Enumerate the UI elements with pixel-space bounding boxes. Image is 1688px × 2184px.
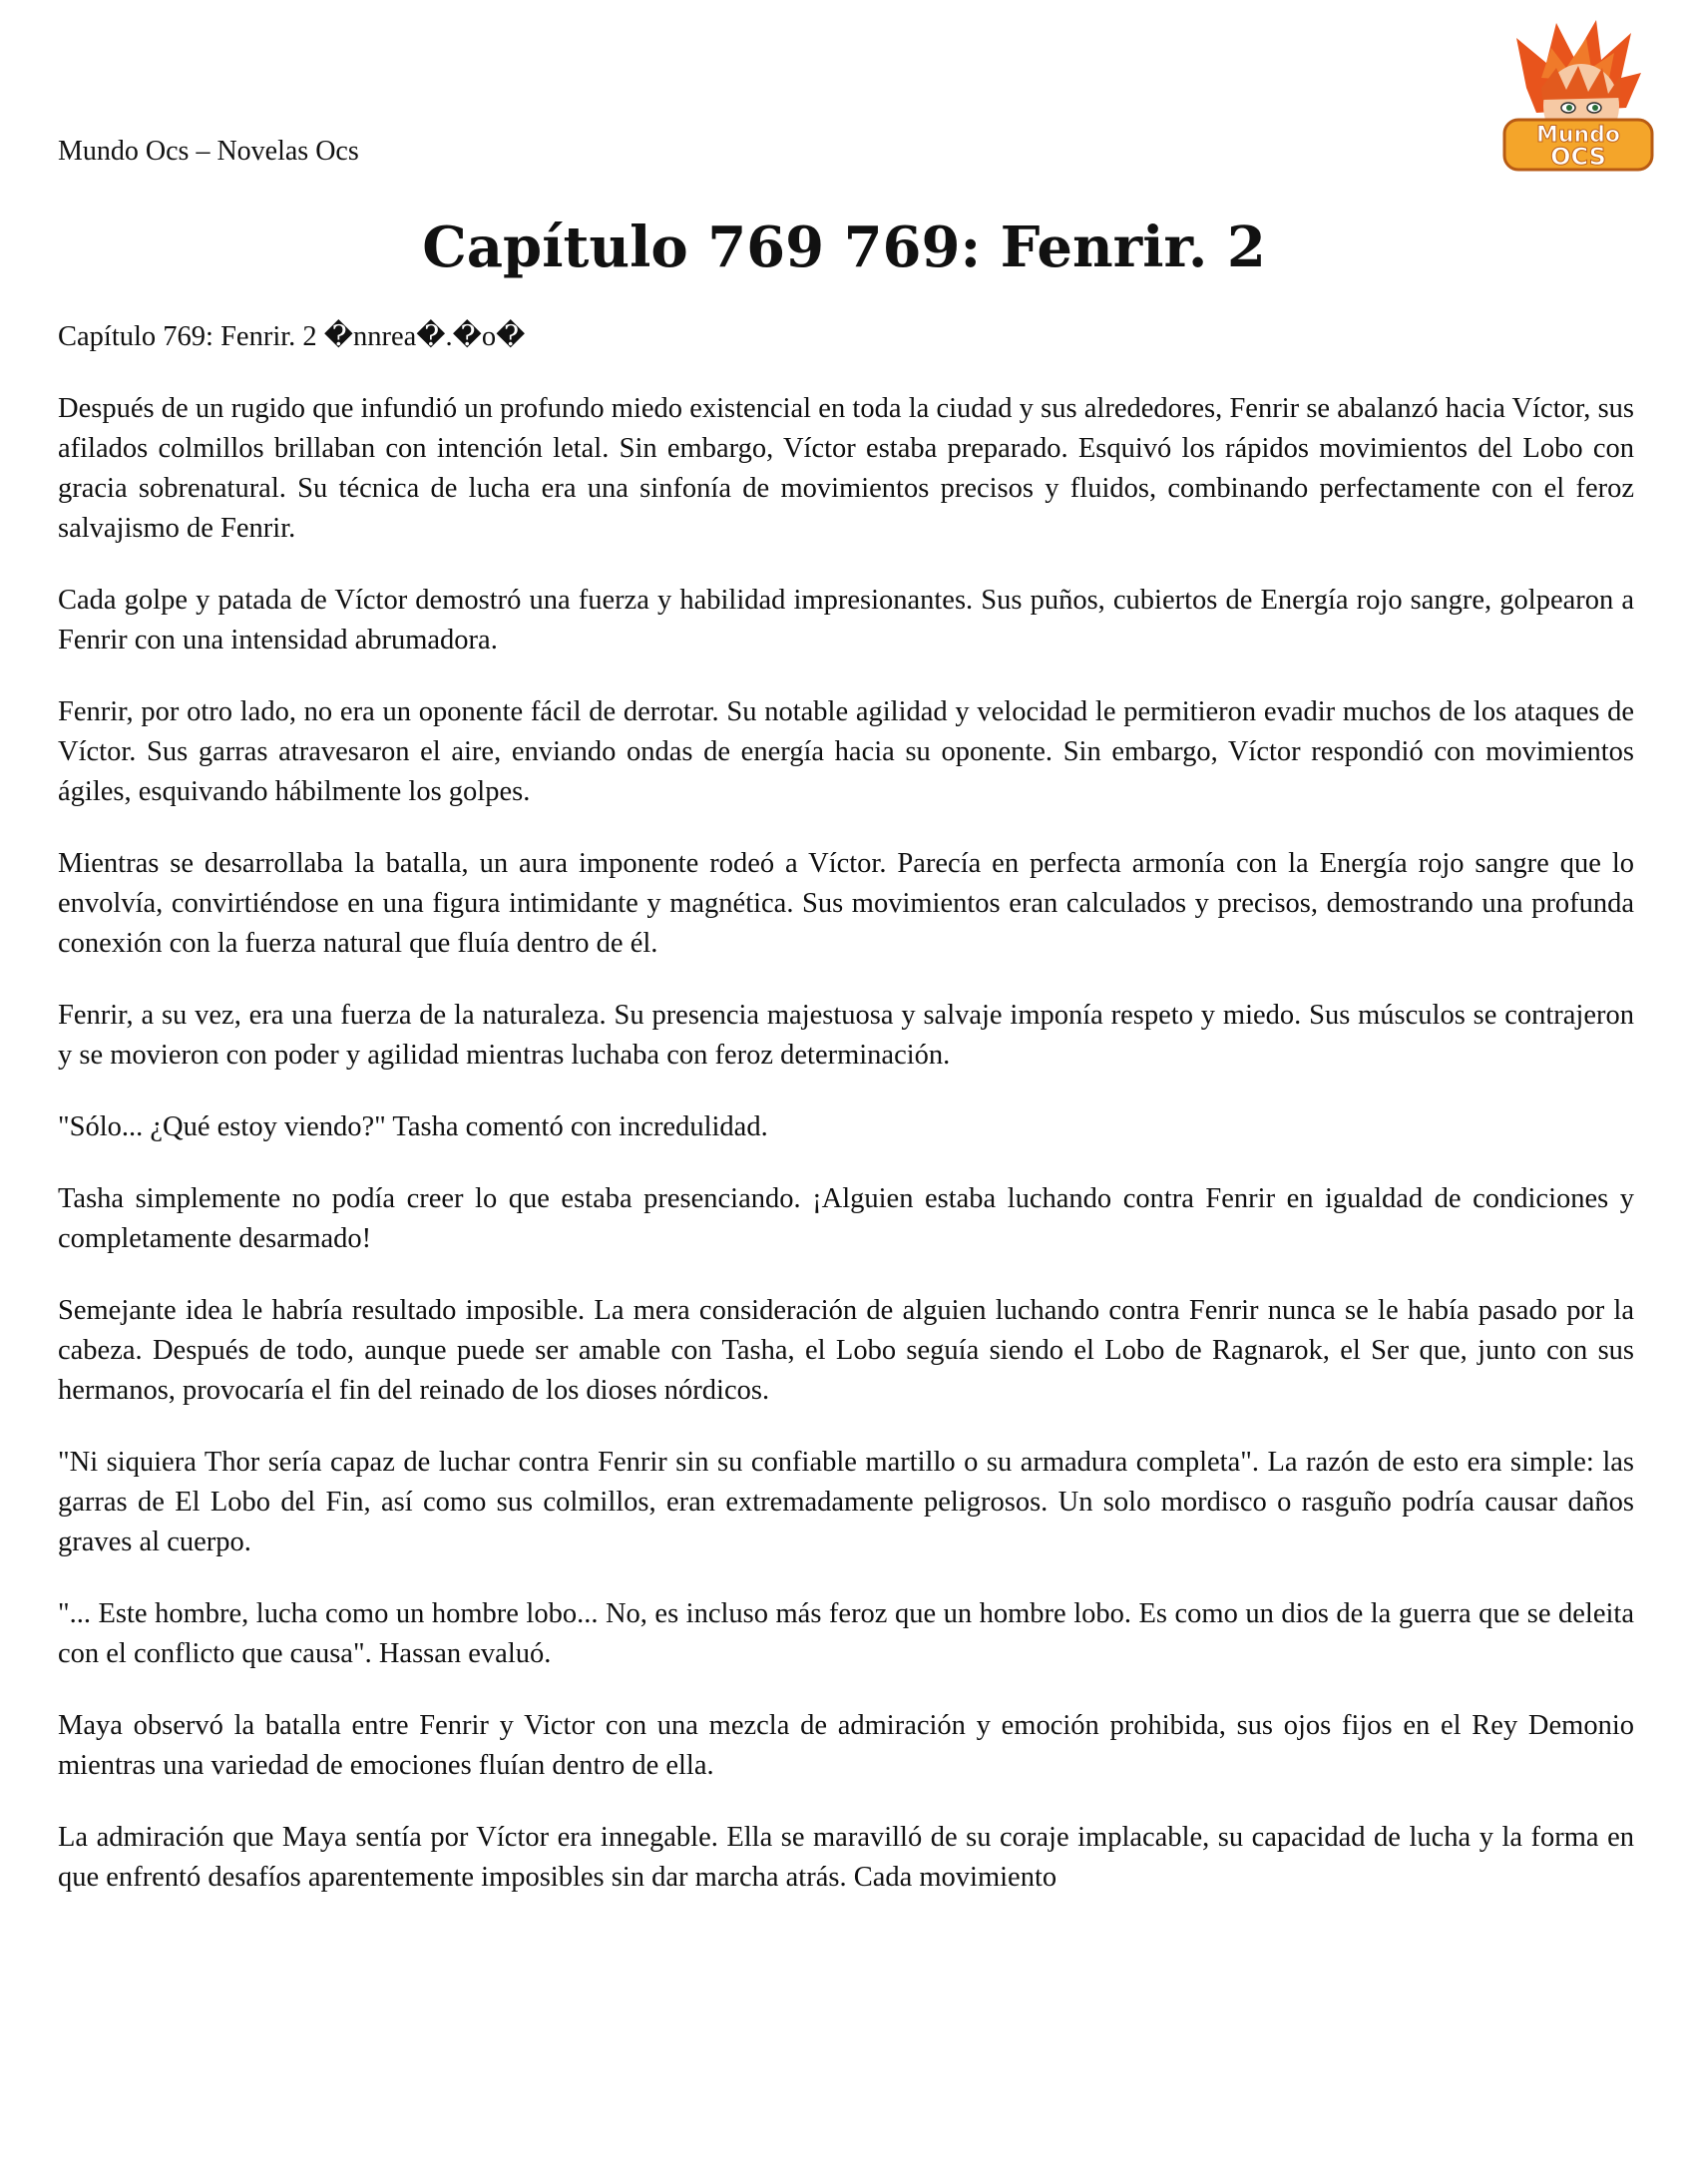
svg-text:Mundo: Mundo <box>1535 123 1621 148</box>
paragraph-9: "Ni siquiera Thor sería capaz de luchar contra Fenrir sin su confiable martillo o su armadura completa". La razón de esto era simple: las garras de El Lobo del Fin, así como sus colmillos, eran extremadamente peligrosos. Un solo mordisco o rasguño podría causar daños graves al cuerpo. <box>58 1447 1634 1557</box>
paragraph-5: Fenrir, a su vez, era una fuerza de la naturaleza. Su presencia majestuosa y salvaje imponía respeto y miedo. Sus músculos se contrajeron y se movieron con poder y agilidad mientras luchaba con feroz determinación. <box>58 1000 1634 1071</box>
paragraph-3: Fenrir, por otro lado, no era un oponente fácil de derrotar. Su notable agilidad y velocidad le permitieron evadir muchos de los ataques de Víctor. Sus garras atravesaron el aire, enviando ondas de energía hacia su oponente. Sin embargo, Víctor respondió con movimientos ágiles, esquivando hábilmente los golpes. <box>58 696 1634 807</box>
site-header: Mundo Ocs – Novelas Ocs <box>58 136 359 167</box>
paragraph-12: La admiración que Maya sentía por Víctor era innegable. Ella se maravilló de su coraje implacable, su capacidad de lucha y la forma en que enfrentó desafíos aparentemente imposibles sin dar marcha atrás. Cada movimiento <box>58 1822 1634 1893</box>
paragraph-2: Cada golpe y patada de Víctor demostró una fuerza y habilidad impresionantes. Sus puños, cubiertos de Energía rojo sangre, golpearon a Fenrir con una intensidad abrumadora. <box>58 585 1634 655</box>
paragraph-8: Semejante idea le habría resultado imposible. La mera consideración de alguien luchando contra Fenrir nunca se le había pasado por la cabeza. Después de todo, aunque puede ser amable con Tasha, el Lobo seguía siendo el Lobo de Ragnarok, el Ser que, junto con sus hermanos, provocaría el fin del reinado de los dioses nórdicos. <box>58 1295 1634 1406</box>
paragraph-10: "... Este hombre, lucha como un hombre lobo... No, es incluso más feroz que un hombre lobo. Es como un dios de la guerra que se deleita con el conflicto que causa". Hassan evaluó. <box>58 1598 1634 1669</box>
paragraph-4: Mientras se desarrollaba la batalla, un aura imponente rodeó a Víctor. Parecía en perfecta armonía con la Energía rojo sangre que lo envolvía, convirtiéndose en una figura intimidante y magnética. Sus movimientos eran calculados y precisos, demostrando una profunda conexión con la fuerza natural que fluía dentro de él. <box>58 848 1634 959</box>
chapter-subtitle: Capítulo 769: Fenrir. 2 �nnrea�.�o� <box>58 321 526 352</box>
logo-wordmark <box>1504 120 1652 171</box>
svg-text:OCS: OCS <box>1550 143 1606 171</box>
paragraph-11: Maya observó la batalla entre Fenrir y Victor con una mezcla de admiración y emoción prohibida, sus ojos fijos en el Rey Demonio mientras una variedad de emociones fluían dentro de ella. <box>58 1710 1634 1781</box>
chapter-body <box>58 317 1634 1930</box>
paragraph-6: "Sólo... ¿Qué estoy viendo?" Tasha comentó con incredulidad. <box>58 1111 768 1142</box>
chapter-title: Capítulo 769 769: Fenrir. 2 <box>422 215 1266 280</box>
mundo-ocs-logo <box>1496 18 1656 173</box>
paragraph-7: Tasha simplemente no podía creer lo que estaba presenciando. ¡Alguien estaba luchando contra Fenrir en igualdad de condiciones y completamente desarmado! <box>58 1183 1634 1254</box>
paragraph-1: Después de un rugido que infundió un profundo miedo existencial en toda la ciudad y sus alrededores, Fenrir se abalanzó hacia Víctor, sus afilados colmillos brillaban con intención letal. Sin embargo, Víctor estaba preparado. Esquivó los rápidos movimientos del Lobo con gracia sobrenatural. Su técnica de lucha era una sinfonía de movimientos precisos y fluidos, combinando perfectamente con el feroz salvajismo de Fenrir. <box>58 393 1634 544</box>
